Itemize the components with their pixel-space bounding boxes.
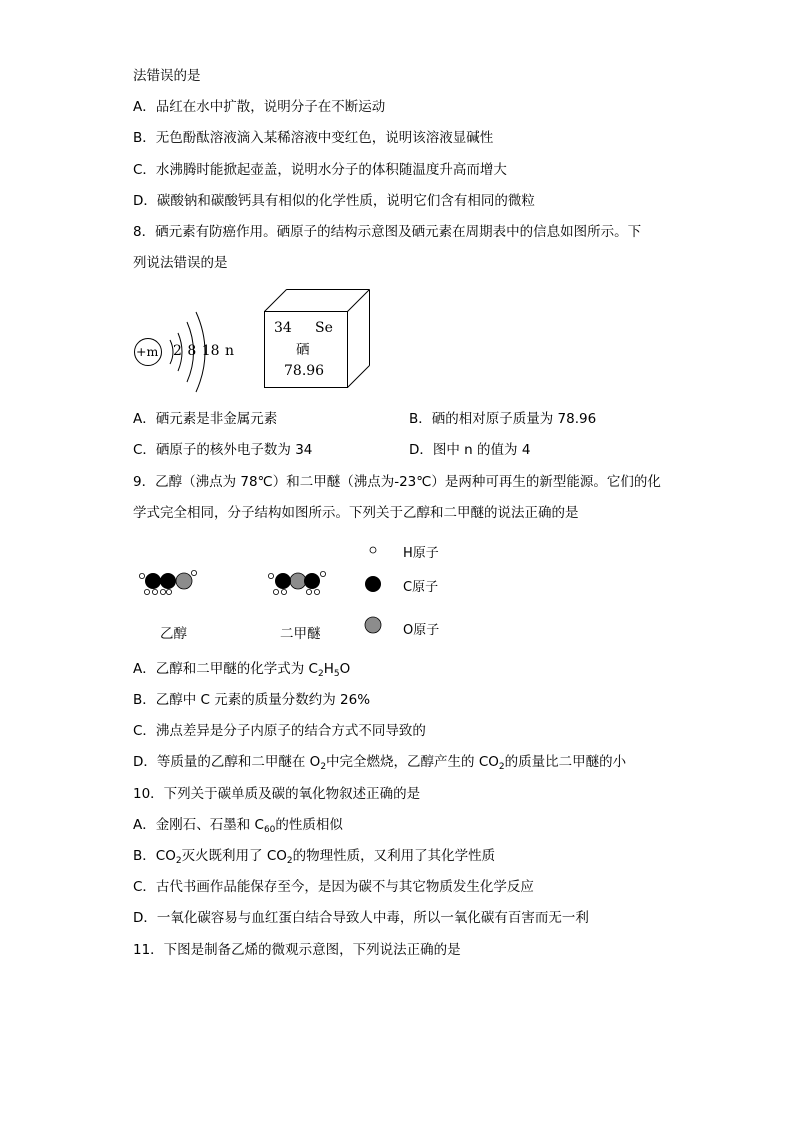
q9-stem-line1: 9．乙醇（沸点为 78℃）和二甲醚（沸点为-23℃）是两种可再生的新型能源。它们的化 — [133, 474, 661, 490]
q7-option-b: B．无色酚酞溶液滴入某稀溶液中变红色，说明该溶液显碱性 — [133, 130, 494, 146]
q9-option-d-text: 中完全燃烧，乙醇产生的 CO — [326, 754, 499, 770]
q10-option-a — [133, 817, 343, 833]
ethanol-ball-model — [135, 565, 205, 597]
subscript: 5 — [333, 669, 340, 679]
q11-stem: 11．下图是制备乙烯的微观示意图，下列说法正确的是 — [133, 942, 461, 958]
dimethyl-ether-label: 二甲醚 — [280, 626, 321, 642]
atomic-number: 34 — [274, 320, 292, 336]
q8-stem-line1: 8．硒元素有防癌作用。硒原子的结构示意图及硒元素在周期表中的信息如图所示。下 — [133, 224, 642, 240]
q9-option-d-text: D．等质量的乙醇和二甲醚在 O — [133, 754, 321, 770]
q10-option-b-text: 灭火既利用了 CO — [181, 848, 287, 864]
q7-stem-tail: 法错误的是 — [133, 68, 201, 84]
ethanol-label: 乙醇 — [160, 626, 187, 642]
q9-option-d — [133, 754, 626, 770]
q8-option-b: B．硒的相对原子质量为 78.96 — [409, 411, 597, 427]
q10-stem: 10．下列关于碳单质及碳的氧化物叙述正确的是 — [133, 786, 421, 802]
q10-option-b-text: 的物理性质，又利用了其化学性质 — [292, 848, 496, 864]
element-name: 硒 — [296, 342, 310, 358]
nucleus-charge: +m — [136, 344, 159, 359]
element-symbol: Se — [315, 320, 333, 336]
legend-oxygen: O原子 — [403, 623, 440, 638]
q7-option-d: D．碳酸钠和碳酸钙具有相似的化学性质，说明它们含有相同的微粒 — [133, 193, 535, 209]
q9-option-a-text: O — [339, 661, 351, 677]
periodic-table-cell — [262, 287, 374, 391]
subscript: 2 — [175, 856, 182, 866]
subscript: 2 — [317, 669, 324, 679]
q10-option-c: C．古代书画作品能保存至今，是因为碳不与其它物质发生化学反应 — [133, 879, 534, 895]
atom-legend — [364, 540, 386, 640]
dimethyl-ether-ball-model — [265, 565, 335, 597]
legend-symbols — [364, 540, 386, 640]
q9-option-a — [133, 661, 350, 677]
q9-option-c: C．沸点差异是分子内原子的结合方式不同导致的 — [133, 723, 426, 739]
subscript: 2 — [320, 762, 327, 772]
q9-option-a-text: A．乙醇和二甲醚的化学式为 C — [133, 661, 318, 677]
q10-option-a-text: 的性质相似 — [275, 817, 343, 833]
subscript: 2 — [286, 856, 293, 866]
ethanol-molecule-model — [135, 565, 205, 597]
q8-option-a: A．硒元素是非金属元素 — [133, 411, 278, 427]
subscript: 2 — [498, 762, 505, 772]
q10-option-d: D．一氧化碳容易与血红蛋白结合导致人中毒，所以一氧化碳有百害而无一利 — [133, 910, 589, 926]
q9-option-a-text: H — [323, 661, 334, 677]
q8-option-d: D．图中 n 的值为 4 — [409, 442, 531, 458]
q7-option-c: C．水沸腾时能掀起壶盖，说明水分子的体积随温度升高而增大 — [133, 162, 507, 178]
subscript: 60 — [263, 825, 276, 835]
q8-stem-line2: 列说法错误的是 — [133, 255, 228, 271]
q8-option-c: C．硒原子的核外电子数为 34 — [133, 442, 313, 458]
shell-electron-counts: 2 8 18 n — [173, 343, 234, 359]
q9-option-b: B．乙醇中 C 元素的质量分数约为 26% — [133, 692, 371, 708]
legend-carbon: C原子 — [403, 580, 439, 595]
legend-hydrogen: H原子 — [403, 546, 439, 561]
q10-option-a-text: A．金刚石、石墨和 C — [133, 817, 264, 833]
q10-option-b-text: B．CO — [133, 848, 176, 864]
q9-stem-line2: 学式完全相同，分子结构如图所示。下列关于乙醇和二甲醚的说法正确的是 — [133, 505, 579, 521]
q7-option-a: A．品红在水中扩散，说明分子在不断运动 — [133, 99, 386, 115]
selenium-atom-diagram — [130, 300, 250, 400]
q9-option-d-text: 的质量比二甲醚的小 — [504, 754, 627, 770]
atomic-mass: 78.96 — [284, 363, 325, 379]
q10-option-b — [133, 848, 495, 864]
dimethyl-ether-molecule-model — [265, 565, 335, 597]
